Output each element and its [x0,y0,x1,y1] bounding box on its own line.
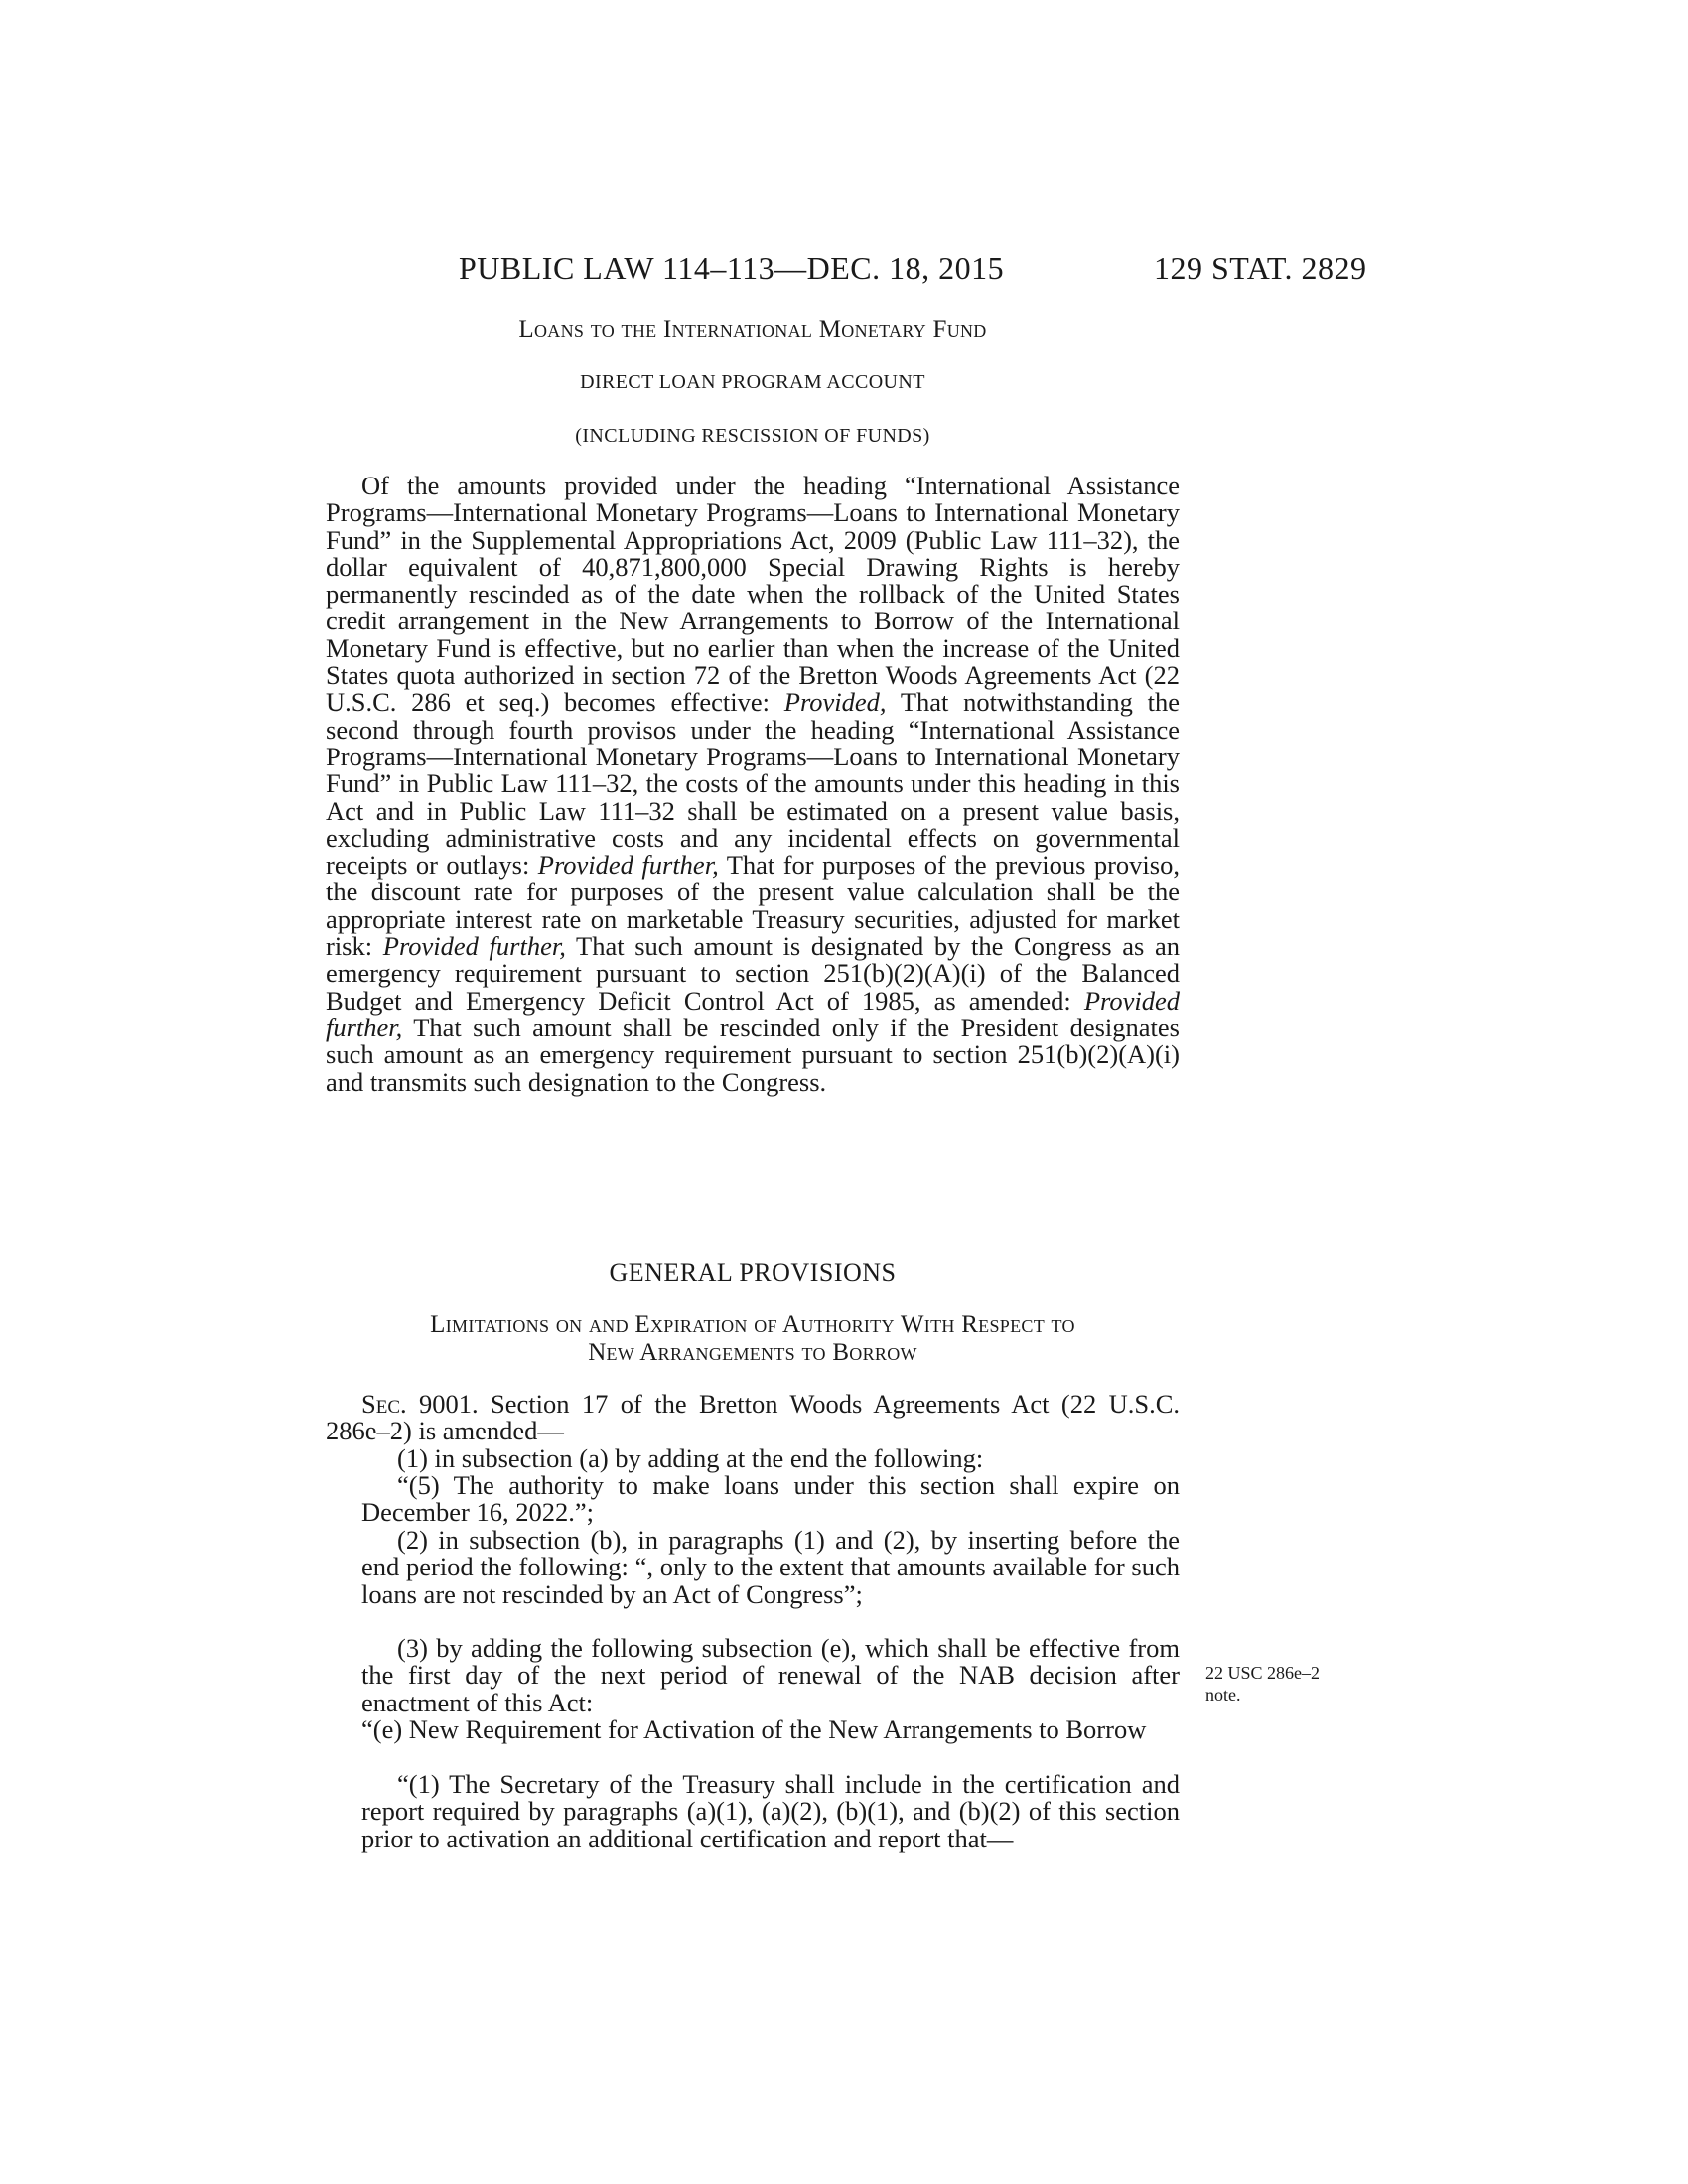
section-heading: Loans to the International Monetary Fund [518,316,987,342]
limitations-heading-line2: New Arrangements to Borrow [588,1339,917,1366]
paragraph-text-3: That for purposes of the previous proviso, the discount rate for purposes of the present value calculation shall be the appropriate interest rate on marketable Treasury securities, adjusted for market risk: [326,850,1180,962]
proviso-label: Provided further, [326,985,1180,1042]
paragraph-text-1: Of the amounts provided under the heading “International Assistance Programs—International Monetary Programs—Loans to International Monetary Fund” in the Supplemental Appropriations Act, 2009 (Public Law 111–32), the dollar equivalent of 40,871,800,000 Special Drawing Rights is hereby permanently rescinded as of the date when the rollback of the United States credit arrangement in the New Arrangements to Borrow of the International Monetary Fund is effective, but no earlier than when the increase of the United States quota authorized in section 72 of the Bretton Woods Agreements Act (22 U.S.C. 286 et seq.) becomes effective: [326,471,1180,718]
account-subheading: DIRECT LOAN PROGRAM ACCOUNT [580,371,925,393]
subsection-e: “(e) New Requirement for Activation of the New Arrangements to Borrow [361,1714,1147,1744]
law-title: PUBLIC LAW 114–113—DEC. 18, 2015 [459,250,1005,286]
proviso-label: Provided, [783,687,887,718]
subsection-e-1: “(1) The Secretary of the Treasury shall include in the certification and report required by paragraphs (a)(1), (a)(2), (b)(1), and (b)(2) of this section prior to activation an additional certification and report that— [361,1769,1180,1853]
margin-note-label: note. [1205,1685,1241,1705]
limitations-heading-line1: Limitations on and Expiration of Authority With Respect to [430,1311,1075,1338]
margin-note [1205,1662,1364,1706]
stat-page-number: 129 STAT. 2829 [1154,250,1367,286]
paragraph-text-4: That such amount is designated by the Congress as an emergency requirement pursuant to section 251(b)(2)(A)(i) of the Balanced Budget and Emergency Deficit Control Act of 1985, as amended: [326,931,1180,1016]
proviso-label: Provided further, [382,931,566,962]
sec-intro-text: 9001. Section 17 of the Bretton Woods Agreements Act (22 U.S.C. 286e–2) is amended— [326,1389,1180,1446]
item-3: (3) by adding the following subsection (e), which shall be effective from the first day of the next period of renewal of the NAB decision after enactment of this Act: [361,1633,1180,1717]
loans-paragraph [326,473,1180,1096]
rescission-subheading: (INCLUDING RESCISSION OF FUNDS) [575,425,930,447]
proviso-label: Provided further, [537,850,719,881]
margin-note-citation: 22 USC 286e–2 [1205,1663,1321,1683]
paragraph-text-5: That such amount shall be rescinded only if the President designates such amount as an emergency requirement pursuant to section 251(b)(2)(A)(i) and transmits such designation to the Congress. [326,1012,1180,1097]
section-9001-intro [326,1391,1180,1445]
paragraph-text-2: That notwithstanding the second through fourth provisos under the heading “International Assistance Programs—International Monetary Programs—Loans to International Monetary Fund” in Public Law 111–32, the costs of the amounts under this heading in this Act and in Public Law 111–32 shall be estimated on a present value basis, excluding administrative costs and any incidental effects on governmental receipts or outlays: [326,687,1181,881]
item-1: (1) in subsection (a) by adding at the end the following: [397,1443,984,1473]
general-provisions-heading: GENERAL PROVISIONS [609,1258,897,1287]
item-2: (2) in subsection (b), in paragraphs (1) and (2), by inserting before the end period the following: “, only to the extent that amounts available for such loans are not rescinded by an Act of Congress”; [361,1525,1180,1609]
item-1-quote: “(5) The authority to make loans under this section shall expire on December 16, 2022.”; [361,1470,1180,1528]
sec-label: Sec. [361,1389,407,1419]
